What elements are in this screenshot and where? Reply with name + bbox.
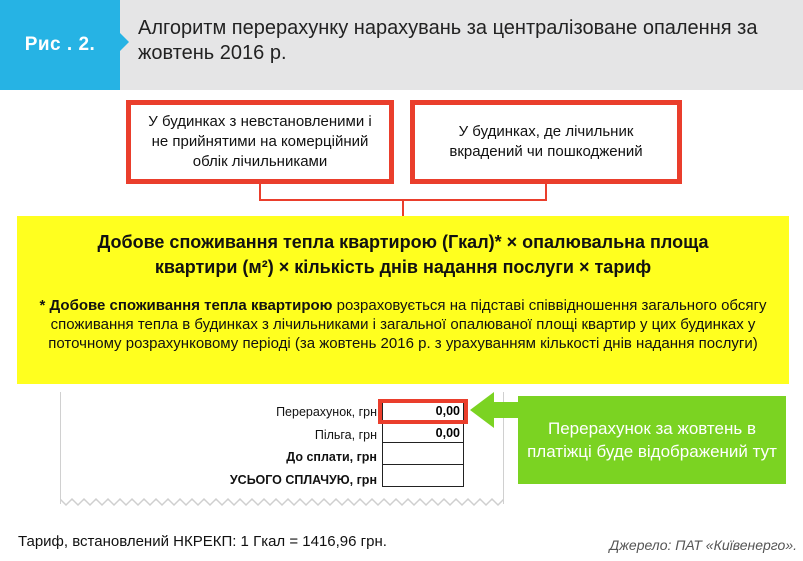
note-bold: * Добове споживання тепла квартирою bbox=[39, 297, 333, 314]
receipt-edge-left bbox=[60, 392, 61, 504]
case-box-meter-stolen: У будинках, де лічильник вкрадений чи пошкоджений bbox=[410, 100, 682, 184]
callout-arrow-icon bbox=[470, 390, 520, 430]
recalc-highlight-box bbox=[378, 399, 468, 424]
source-note: Джерело: ПАТ «Київенерго». bbox=[609, 537, 797, 553]
receipt-label-total: УСЬОГО СПЛАЧУЮ, грн bbox=[229, 473, 377, 487]
figure-label: Рис . 2. bbox=[0, 0, 120, 90]
formula-panel bbox=[17, 216, 789, 384]
receipt-torn-edge bbox=[60, 495, 504, 509]
receipt-value-to-pay bbox=[382, 446, 464, 465]
figure-title: Алгоритм перерахунку нарахувань за централізоване опалення за жовтень 2016 р. bbox=[138, 17, 758, 64]
note-rest: розраховується на підставі співвідношення загального обсягу споживання тепла в будинках з лічильниками і загальної опалюваної площі квартир у цих будинках у поточному розрахунковому періоді (за жовтень 2016 р. з урахуванням кількості днів надання послуги) bbox=[48, 297, 767, 352]
callout-box: Перерахунок за жовтень в платіжці буде відображений тут bbox=[518, 396, 786, 484]
formula-note bbox=[37, 296, 769, 353]
formula-line-1: Добове споживання тепла квартирою (Гкал)* × опалювальна площа bbox=[97, 232, 709, 252]
receipt-value-total bbox=[382, 468, 464, 487]
formula-text bbox=[17, 230, 789, 280]
tariff-note: Тариф, встановлений НКРЕКП: 1 Гкал = 1416,96 грн. bbox=[18, 533, 387, 550]
receipt-label-to-pay: До сплати, грн bbox=[286, 450, 377, 464]
receipt-value-benefit: 0,00 bbox=[382, 424, 464, 443]
case-box-no-meter: У будинках з невстановленими і не прийнятими на комерційний облік лічильниками bbox=[126, 100, 394, 184]
receipt-label-recalc: Перерахунок, грн bbox=[276, 405, 377, 419]
formula-line-2: квартири (м²) × кількість днів надання послуги × тариф bbox=[154, 257, 652, 277]
receipt-value-recalc: 0,00 bbox=[382, 402, 464, 421]
receipt-label-benefit: Пільга, грн bbox=[314, 428, 377, 442]
